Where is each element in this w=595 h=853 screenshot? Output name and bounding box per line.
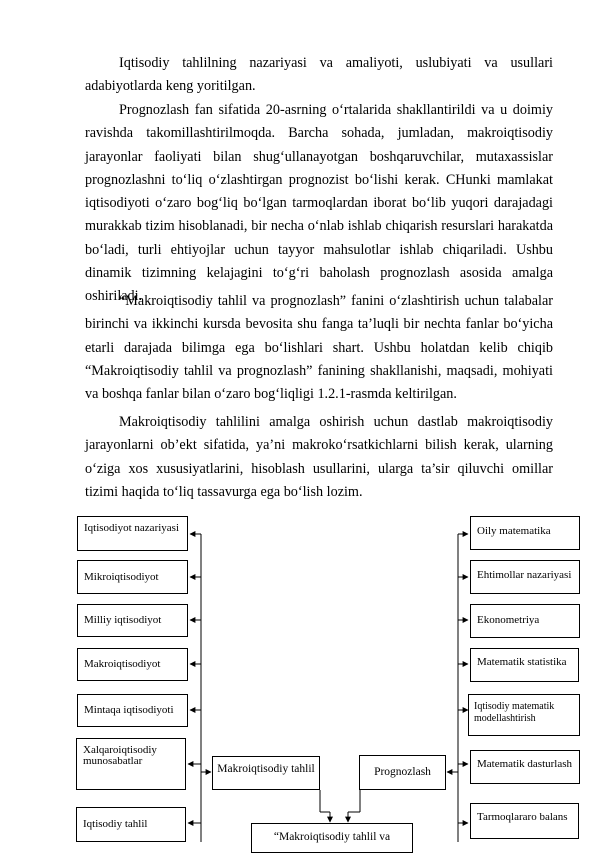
box-matematik-statistika: Matematik statistika xyxy=(470,648,579,682)
box-iqtisodiyot-nazariyasi: Iqtisodiyot nazariyasi xyxy=(77,516,188,551)
box-iqtisodiy-modellashtirish: Iqtisodiy matematik modellashtirish xyxy=(468,694,580,736)
paragraph-fan: “Makroiqtisodiy tahlil va prognozlash” fanini o‘zlashtirish uchun talabalar birinchi va ikkinchi kursda bevosita shu fanga ta’luqli bir nechta fanlar bo‘yicha etarli darajada bilimga ega bo‘lishlari shart. Ushbu holatdan kelib chiqib “Makroiqtisodiy tahlil va prognozlash” fanining shakllanishi, maqsadi, mohiyati va boshqa fanlar bilan o‘zaro bog‘liqligi 1.2.1-rasmda keltirilgan. xyxy=(85,293,553,403)
box-ehtimollar-nazariyasi: Ehtimollar nazariyasi xyxy=(470,560,580,594)
box-tarmoqlararo-balans: Tarmoqlararo balans xyxy=(470,803,579,839)
box-iqtisodiy-tahlil: Iqtisodiy tahlil xyxy=(76,807,186,842)
box-makroiqtisodiy-tahlil: Makroiqtisodiy tahlil xyxy=(212,756,320,790)
box-milliy-iqtisodiyot: Milliy iqtisodiyot xyxy=(77,604,188,637)
box-ekonometriya: Ekonometriya xyxy=(470,604,580,638)
box-xalqaro-munosabatlar: Xalqaroiqtisodiy munosabatlar xyxy=(76,738,186,790)
box-prognozlash: Prognozlash xyxy=(359,755,446,790)
box-matematik-dasturlash: Matematik dasturlash xyxy=(470,750,580,784)
paragraph-tahlil: Makroiqtisodiy tahlilini amalga oshirish uchun dastlab makroiqtisodiy jarayonlarni ob’ekt sifatida, ya’ni makroko‘rsatkichlarni bilish kerak, ularning o‘ziga xos xususiyatlarini, hisoblash usullarini, ularga ta’sir qiluvchi omillar tizimi haqida to‘liq tassavurga ega bo‘lish lozim. xyxy=(85,414,553,500)
box-mintaqa-iqtisodiyoti: Mintaqa iqtisodiyoti xyxy=(77,694,188,727)
box-mikroiqtisodiyot: Mikroiqtisodiyot xyxy=(77,560,188,594)
box-oily-matematika: Oily matematika xyxy=(470,516,580,550)
box-makroiqtisodiyot: Makroiqtisodiyot xyxy=(77,648,188,681)
paragraph-prognozlash: Prognozlash fan sifatida 20-asrning o‘rtalarida shakllantirildi va u doimiy ravishda takomillashtirilmoqda. Barcha sohada, jumladan, makroiqtisodiy jarayonlar faoliyati bilan shug‘ullanayotgan boshqaruvchilar, mutaxassislar prognozlashni to‘liq o‘zlashtirgan prognozist bo‘lishi kerak. CHunki mamlakat iqtisodiyoti o‘zaro bog‘liq bo‘lgan tarmoqlardan iborat bo‘lib yuqori darajadagi murakkab tizim hisoblanadi, bir necha o‘nlab ishlab chiqarish resurslari harakatda bo‘ladi, turli ehtiyojlar uchun tayyor mahsulotlar ishlab chiqariladi. Ushbu dinamik tizimning kelajagini to‘g‘ri baholash prognozlash asosida amalga oshiriladi. xyxy=(85,102,553,305)
box-fan-nomi: “Makroiqtisodiy tahlil va xyxy=(251,823,413,853)
paragraph-intro: Iqtisodiy tahlilning nazariyasi va amaliyoti, uslubiyati va usullari adabiyotlarda keng yoritilgan. xyxy=(85,55,553,95)
